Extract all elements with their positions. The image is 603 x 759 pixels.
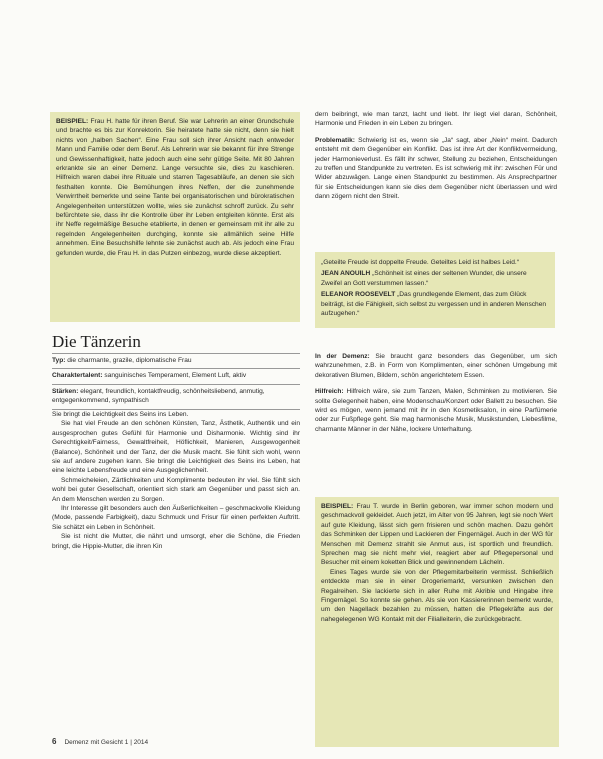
- page-footer: [52, 737, 148, 746]
- example-box-right: BEISPIEL: Frau T. wurde in Berlin geboren, war immer schon modern und geschmackvoll gekleidet. Auch jetzt, im Alter von 95 Jahren, legt sie noch Wert auf gute Kleidung, lässt sich gern frisieren und schön machen. Dazu gehört das Schminken der Lippen und Lackieren der Fingernägel. Auch in der WG für Menschen mit Demenz strahlt sie Anmut aus, ist sportlich und freundlich. Sprechen mag sie nicht mehr viel, reagiert aber auf Pflegepersonal und Besucher mit einem koketten Blick und gewinnendem Lächeln. Eines Tages wurde sie von der Pflegemitarbeiterin vermisst. Schließlich entdeckte man sie in einer Drogeriemarkt, versunken zwischen den Regalreihen. Sie lackierte sich in aller Ruhe mit Akribie und Hingabe ihre Fingernägel. So konnte sie gehen. Als sie von Kassiererinnen bemerkt wurde, um den Nagellack bezahlen zu müssen, hatten die Pflegekräfte aus der nahegelegenen WG Kontakt mit der Filialleiterin, die zurückgebracht.: [315, 497, 559, 747]
- example-text-right: BEISPIEL: Frau T. wurde in Berlin geboren, war immer schon modern und geschmackvoll gekleidet. Auch jetzt, im Alter von 95 Jahren, legt sie noch Wert auf gute Kleidung, lässt sich gern frisieren und schön machen. Dazu gehört das Schminken der Lippen und Lackieren der Fingernägel. Auch in der WG für Menschen mit Demenz strahlt sie Anmut aus, ist sportlich und freundlich. Sprechen mag sie nicht mehr viel, reagiert aber auf Pflegepersonal und Besucher mit einem koketten Blick und gewinnendem Lächeln.: [321, 503, 553, 567]
- section-heading: Die Tänzerin: [52, 332, 141, 351]
- page-number: 6: [52, 737, 57, 746]
- right-middle-text: [315, 352, 557, 434]
- demenz-paragraph: In der Demenz: Sie braucht ganz besonders das Gegenüber, um sich wahrzunehmen, z.B. in Form von Komplimenten, einer schönen Umgebung mit dekorativen Blumen, Bildern, schön angerichtetem Essen.: [315, 353, 558, 379]
- left-body-text: Sie bringt die Leichtigkeit des Seins ins Leben. Sie hat viel Freude an den schönen Künsten, Tanz, Ästhetik, Authentik und ein ausgesprochen gutes Gefühl für Harmonie und Disharmonie. Wichtig sind ihr Gerechtigkeit/Fairness, Gewaltfreiheit, Höflichkeit, Manieren, Ausgewogenheit (Balance), Schönheit und der Tanz, der die Musik macht. Sie fühlt sich wohl, wenn sie auf andere zugehen kann. Sie bringt die Leichtigkeit des Seins ins Leben, hat eine leichte Lebensfreude und eine Ausgeglichenheit. Schmeicheleien, Zärtlichkeiten und Komplimente bedeuten ihr viel. Sie fühlt sich wohl bei guter Gesellschaft, orientiert sich stark am Gegenüber und passt sich an. An dem Menschen werden zu Sorgen. Ihr Interesse gilt besonders auch den Äußerlichkeiten – geschmackvolle Kleidung (Mode, passende Farbigkeit), dazu Schmuck und Frisur für einen perfekten Auftritt. Sie schätzt ein Leben in Schönheit. Sie ist nicht die Mutter, die nährt und umsorgt, eher die Schöne, die Frieden bringt, die Hippie-Mutter, die ihren Kin: [52, 411, 300, 550]
- profile-table: [52, 353, 300, 410]
- problematik-paragraph: Problematik: Schwierig ist es, wenn sie „Ja“ sagt, aber „Nein“ meint. Dadurch entsteht mit dem Gegenüber ein Konflikt. Das ist ihre Art der Konfliktvermeidung, jeder Harmonieverlust. Es fällt ihr schwer, Stellung zu beziehen, Entscheidungen zu treffen und Standpunkte zu vertreten. Es ist schwierig mit ihr: zwischen Für und Wider abzuwägen. Lange einen Standpunkt zu bestimmen. Als Ansprechpartner für sie Entscheidungen kann sie dies dem Gegenüber nicht überlassen und wird dann zögern nicht den Streit.: [315, 136, 557, 201]
- profile-row-character: Charaktertalent: sanguinisches Temperament, Element Luft, aktiv: [52, 368, 300, 383]
- profile-row-strengths: Stärken: elegant, freundlich, kontaktfreudig, schönheitsliebend, anmutig, entgegenkommend, sympathisch: [52, 384, 300, 410]
- profile-row-type: Typ: die charmante, grazile, diplomatische Frau: [52, 353, 300, 368]
- magazine-name: Demenz mit Gesicht 1 | 2014: [64, 739, 149, 746]
- example-label: BEISPIEL:: [56, 118, 89, 125]
- example-text: BEISPIEL: Frau H. hatte für ihren Beruf. Sie war Lehrerin an einer Grundschule und brachte es bis zur Konrektorin. Sie heiratete hatte sie nicht, denn sie hielt nichts von „halben Sachen“. Eine Frau soll sich ihrer Ansicht nach entweder Mann und Familie oder dem Beruf. Als Lehrerin war sie bekannt für ihre Strenge und Gewissenhaftigkeit, hatte jedoch auch eine sehr gütige Seite. Mit 80 Jahren erkrankte sie an einer Demenz. Lange versuchte sie, dies zu kaschieren. Hilfreich waren dabei ihre Rituale und starren Tagesabläufe, an denen sie sich festhalten konnte. Die Bemühungen ihres Neffen, der die zunehmende Verwirrtheit bemerkte und seine Tante bei organisatorischen und bürokratischen Angelegenheiten unterstützen wollte, wies sie zunächst schroff zurück. Zu sehr befürchtete sie, dass ihr die Kontrolle über ihr Leben entgleiten könnte. Erst als ihr Neffe regelmäßige Besuche etablierte, in denen er gemeinsam mit ihr alle zu regelnden Angelegenheiten durchging, konnte sie allmählich seine Hilfe annehmen. Eine Besuchshilfe lehnte sie zunächst auch ab. Als jedoch eine Frau gefunden wurde, die Frau H. in das Putzen einbezog, wurde diese akzeptiert.: [56, 118, 294, 257]
- example-box-left: [50, 112, 300, 322]
- right-top-text: dern beibringt, wie man tanzt, lacht und liebt. Ihr liegt viel daran, Schönheit, Harmonie und Frieden in ein Leben zu bringen. Problematik: Schwierig ist es, wenn sie „Ja“ sagt, aber „Nein“ meint. Dadurch entsteht mit dem Gegenüber ein Konflikt. Das ist ihre Art der Konfliktvermeidung, jeder Harmonieverlust. Es fällt ihr schwer, Stellung zu beziehen, Entscheidungen zu treffen und Standpunkte zu vertreten. Es ist schwierig mit ihr: zwischen Für und Wider abzuwägen. Lange einen Standpunkt zu bestimmen. Als Ansprechpartner für sie Entscheidungen kann sie dies dem Gegenüber nicht überlassen und wird dann zögern nicht den Streit.: [315, 111, 557, 201]
- quote-box: „Geteilte Freude ist doppelte Freude. Geteiltes Leid ist halbes Leid.“ JEAN ANOUILH „Schönheit ist eines der seltenen Wunder, die unsere Zweifel an Gott verstummen lassen.“ ELEANOR ROOSEVELT „Das grundlegende Element, das zum Glück beiträgt, ist die Fähigkeit, sich selbst zu vergessen und in anderen Menschen aufzugehen.“: [315, 252, 555, 328]
- hilfreich-paragraph: Hilfreich: Hilfreich wäre, sie zum Tanzen, Malen, Schminken zu motivieren. Sie sollte Gelegenheit haben, eine Modenschau/Konzert oder Ballett zu besuchen. Sie wird es mögen, wenn jemand mit ihr in den Kosmetiksalon, in eine Parfümerie oder zur Fußpflege geht. Sie mag harmonische Musik, Musikstunden, Liebesfilme, charmante Männer in der Nähe, lockere Unterhaltung.: [315, 388, 558, 433]
